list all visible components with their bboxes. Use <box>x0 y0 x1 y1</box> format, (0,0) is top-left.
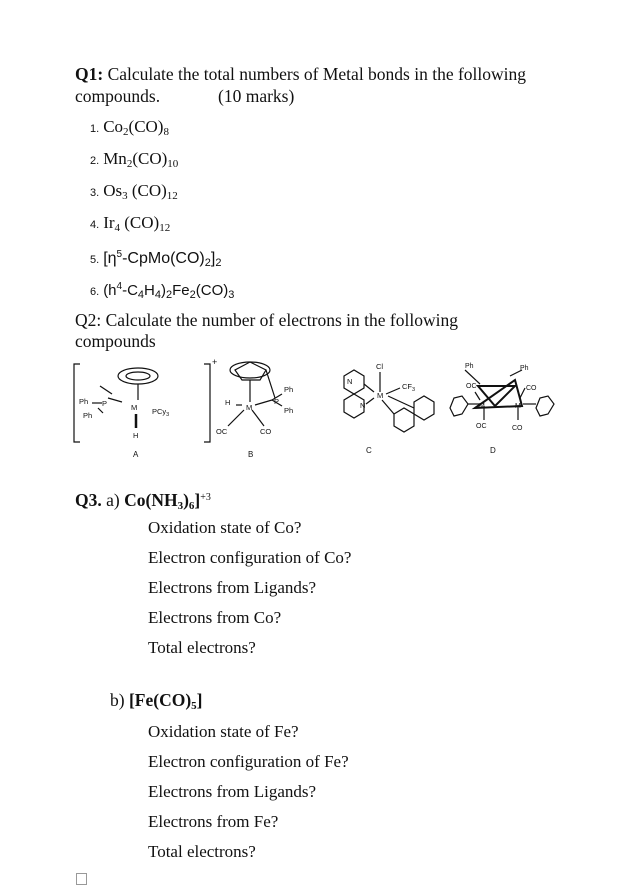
subscript: 6 <box>188 500 195 512</box>
struct-d-ph-label: Ph <box>465 363 474 370</box>
struct-d-ph-label: Ph <box>520 365 529 372</box>
q3-b-title <box>110 690 202 717</box>
q1-title-line2 <box>75 86 160 107</box>
struct-c-cf-label <box>402 382 415 393</box>
structures-figure <box>70 358 570 463</box>
subscript: 4 <box>137 289 145 301</box>
struct-d-oc-label: OC <box>466 383 477 390</box>
item-number: 5. <box>90 254 100 266</box>
formula-part: [Fe(CO) <box>128 690 192 710</box>
item-number: 1. <box>90 123 100 135</box>
struct-b-oc-label: OC <box>216 427 228 436</box>
q1-item-5 <box>90 245 221 273</box>
struct-c-cl-label: Cl <box>376 362 384 371</box>
formula-part: Fe <box>172 282 190 299</box>
subscript: 2 <box>166 289 173 301</box>
formula-part: -CpMo(CO) <box>122 250 205 267</box>
subscript: 12 <box>159 222 171 234</box>
formula-part: (CO) <box>132 149 168 168</box>
superscript: 4 <box>116 281 123 292</box>
struct-a-p-label: P <box>102 399 108 408</box>
formula-part: (CO) <box>128 117 164 136</box>
struct-b-m-label: M <box>246 403 253 412</box>
formula-part: Os <box>103 181 123 200</box>
formula-part: ] <box>194 490 201 510</box>
formula-part: H <box>144 282 155 299</box>
struct-d-co-label: CO <box>526 385 537 392</box>
struct-a-pcy-label <box>152 407 169 418</box>
q3-b-question-4: Electrons from Fe? <box>148 812 279 831</box>
q3-b-question-5: Total electrons? <box>148 842 256 861</box>
item-number: 3. <box>90 187 100 199</box>
struct-b-ph-label: Ph <box>284 406 294 415</box>
charge-superscript: +3 <box>200 492 211 503</box>
q3-title <box>75 487 211 517</box>
formula-part: Ir <box>103 213 115 232</box>
formula-part: -C <box>122 282 138 299</box>
q3-a-question-5: Total electrons? <box>148 638 256 657</box>
struct-c-n-label: N <box>347 377 353 386</box>
superscript: 5 <box>116 249 123 260</box>
subscript: 2 <box>189 289 196 301</box>
q2-title <box>75 310 458 331</box>
formula-part: [η <box>103 250 117 267</box>
struct-a-ph-label: Ph <box>79 397 89 406</box>
label-b: B <box>248 450 254 459</box>
q1-item-1 <box>90 117 169 142</box>
q3-b-formula <box>129 690 203 710</box>
subscript: 10 <box>167 158 179 170</box>
struct-c-n-label: N <box>360 401 366 410</box>
cf-sub: 3 <box>412 387 416 393</box>
subscript: 4 <box>154 289 162 301</box>
struct-b-p-label: P <box>274 397 280 406</box>
item-number: 6. <box>90 286 100 298</box>
formula-part: (CO) <box>120 213 160 232</box>
label-c: C <box>366 446 372 455</box>
label-d: D <box>490 446 496 455</box>
q1-title-text: Calculate the total numbers of Metal bonds in the following <box>103 64 527 84</box>
subscript: 12 <box>166 190 178 202</box>
subscript: 2 <box>215 257 222 269</box>
q1-marks-text: (10 marks) <box>218 86 295 106</box>
q2-title-line2 <box>75 331 156 352</box>
q1-item-6 <box>90 277 234 305</box>
subscript: 4 <box>114 222 121 234</box>
q3-a-question-2: Electron configuration of Co? <box>148 548 352 567</box>
formula-part: (h <box>103 282 117 299</box>
q1-marks <box>218 86 294 107</box>
q1-label: Q1: <box>75 64 104 84</box>
struct-b-co-label: CO <box>260 427 272 436</box>
structure-b <box>228 362 282 426</box>
formula-part: Co <box>103 117 124 136</box>
label-a: A <box>133 450 139 459</box>
subscript: 8 <box>163 126 169 138</box>
q1-item-2 <box>90 149 178 174</box>
formula-part: ) <box>183 490 189 510</box>
q3-b-question-1: Oxidation state of Fe? <box>148 722 299 741</box>
q1-title <box>75 64 526 85</box>
subscript: 2 <box>123 126 129 138</box>
subscript: 5 <box>191 700 197 712</box>
empty-checkbox <box>76 873 87 885</box>
struct-d-oc-label: OC <box>476 423 487 430</box>
pcy-sub: 3 <box>166 412 170 418</box>
subscript: 3 <box>122 190 128 202</box>
structure-d <box>450 370 554 420</box>
struct-d-m-label: M <box>479 403 485 410</box>
formula-part: (CO) <box>195 282 229 299</box>
item-number: 4. <box>90 219 100 231</box>
struct-b-h-label: H <box>225 398 231 407</box>
subscript: 2 <box>204 257 211 269</box>
struct-b-ph-label: Ph <box>284 385 294 394</box>
struct-a-h-label: H <box>133 431 139 440</box>
struct-d-co-label: CO <box>512 425 523 432</box>
q3-b-prefix: b) <box>110 690 129 710</box>
q3-b-question-2: Electron configuration of Fe? <box>148 752 349 771</box>
q2-title-text: Q2: Calculate the number of electrons in the following <box>75 310 458 330</box>
struct-a-ph-label: Ph <box>83 411 93 420</box>
struct-c-m-label: M <box>377 391 384 400</box>
q2-title-text-2: compounds <box>75 331 156 351</box>
subscript: 3 <box>228 289 235 301</box>
formula-part: Mn <box>103 149 127 168</box>
q3-label: Q3. <box>75 490 102 510</box>
pcy-text: PCy <box>152 407 167 416</box>
struct-a-m-label: M <box>131 403 138 412</box>
q1-compounds-word: compounds. <box>75 86 161 106</box>
formula-part: (CO) <box>127 181 167 200</box>
subscript: 2 <box>126 158 133 170</box>
q3-a-question-4: Electrons from Co? <box>148 608 282 627</box>
q3-a-formula <box>124 490 200 510</box>
formula-part: ) <box>161 282 167 299</box>
q1-item-4 <box>90 213 170 238</box>
q3-a-question-1: Oxidation state of Co? <box>148 518 302 537</box>
formula-part: ] <box>210 250 216 267</box>
subscript: 3 <box>177 500 184 512</box>
q3-a-question-3: Electrons from Ligands? <box>148 578 317 597</box>
formula-part: ] <box>196 690 203 710</box>
q1-item-3 <box>90 181 178 206</box>
item-number: 2. <box>90 155 100 167</box>
charge-label: + <box>212 358 218 367</box>
formula-part: Co(NH <box>124 490 178 510</box>
q3-b-question-3: Electrons from Ligands? <box>148 782 317 801</box>
structure-c <box>344 370 434 432</box>
structure-a <box>74 364 210 442</box>
q3-a-prefix: a) <box>101 490 125 510</box>
cf-text: CF <box>402 382 412 391</box>
struct-d-m-label: M <box>515 403 521 410</box>
